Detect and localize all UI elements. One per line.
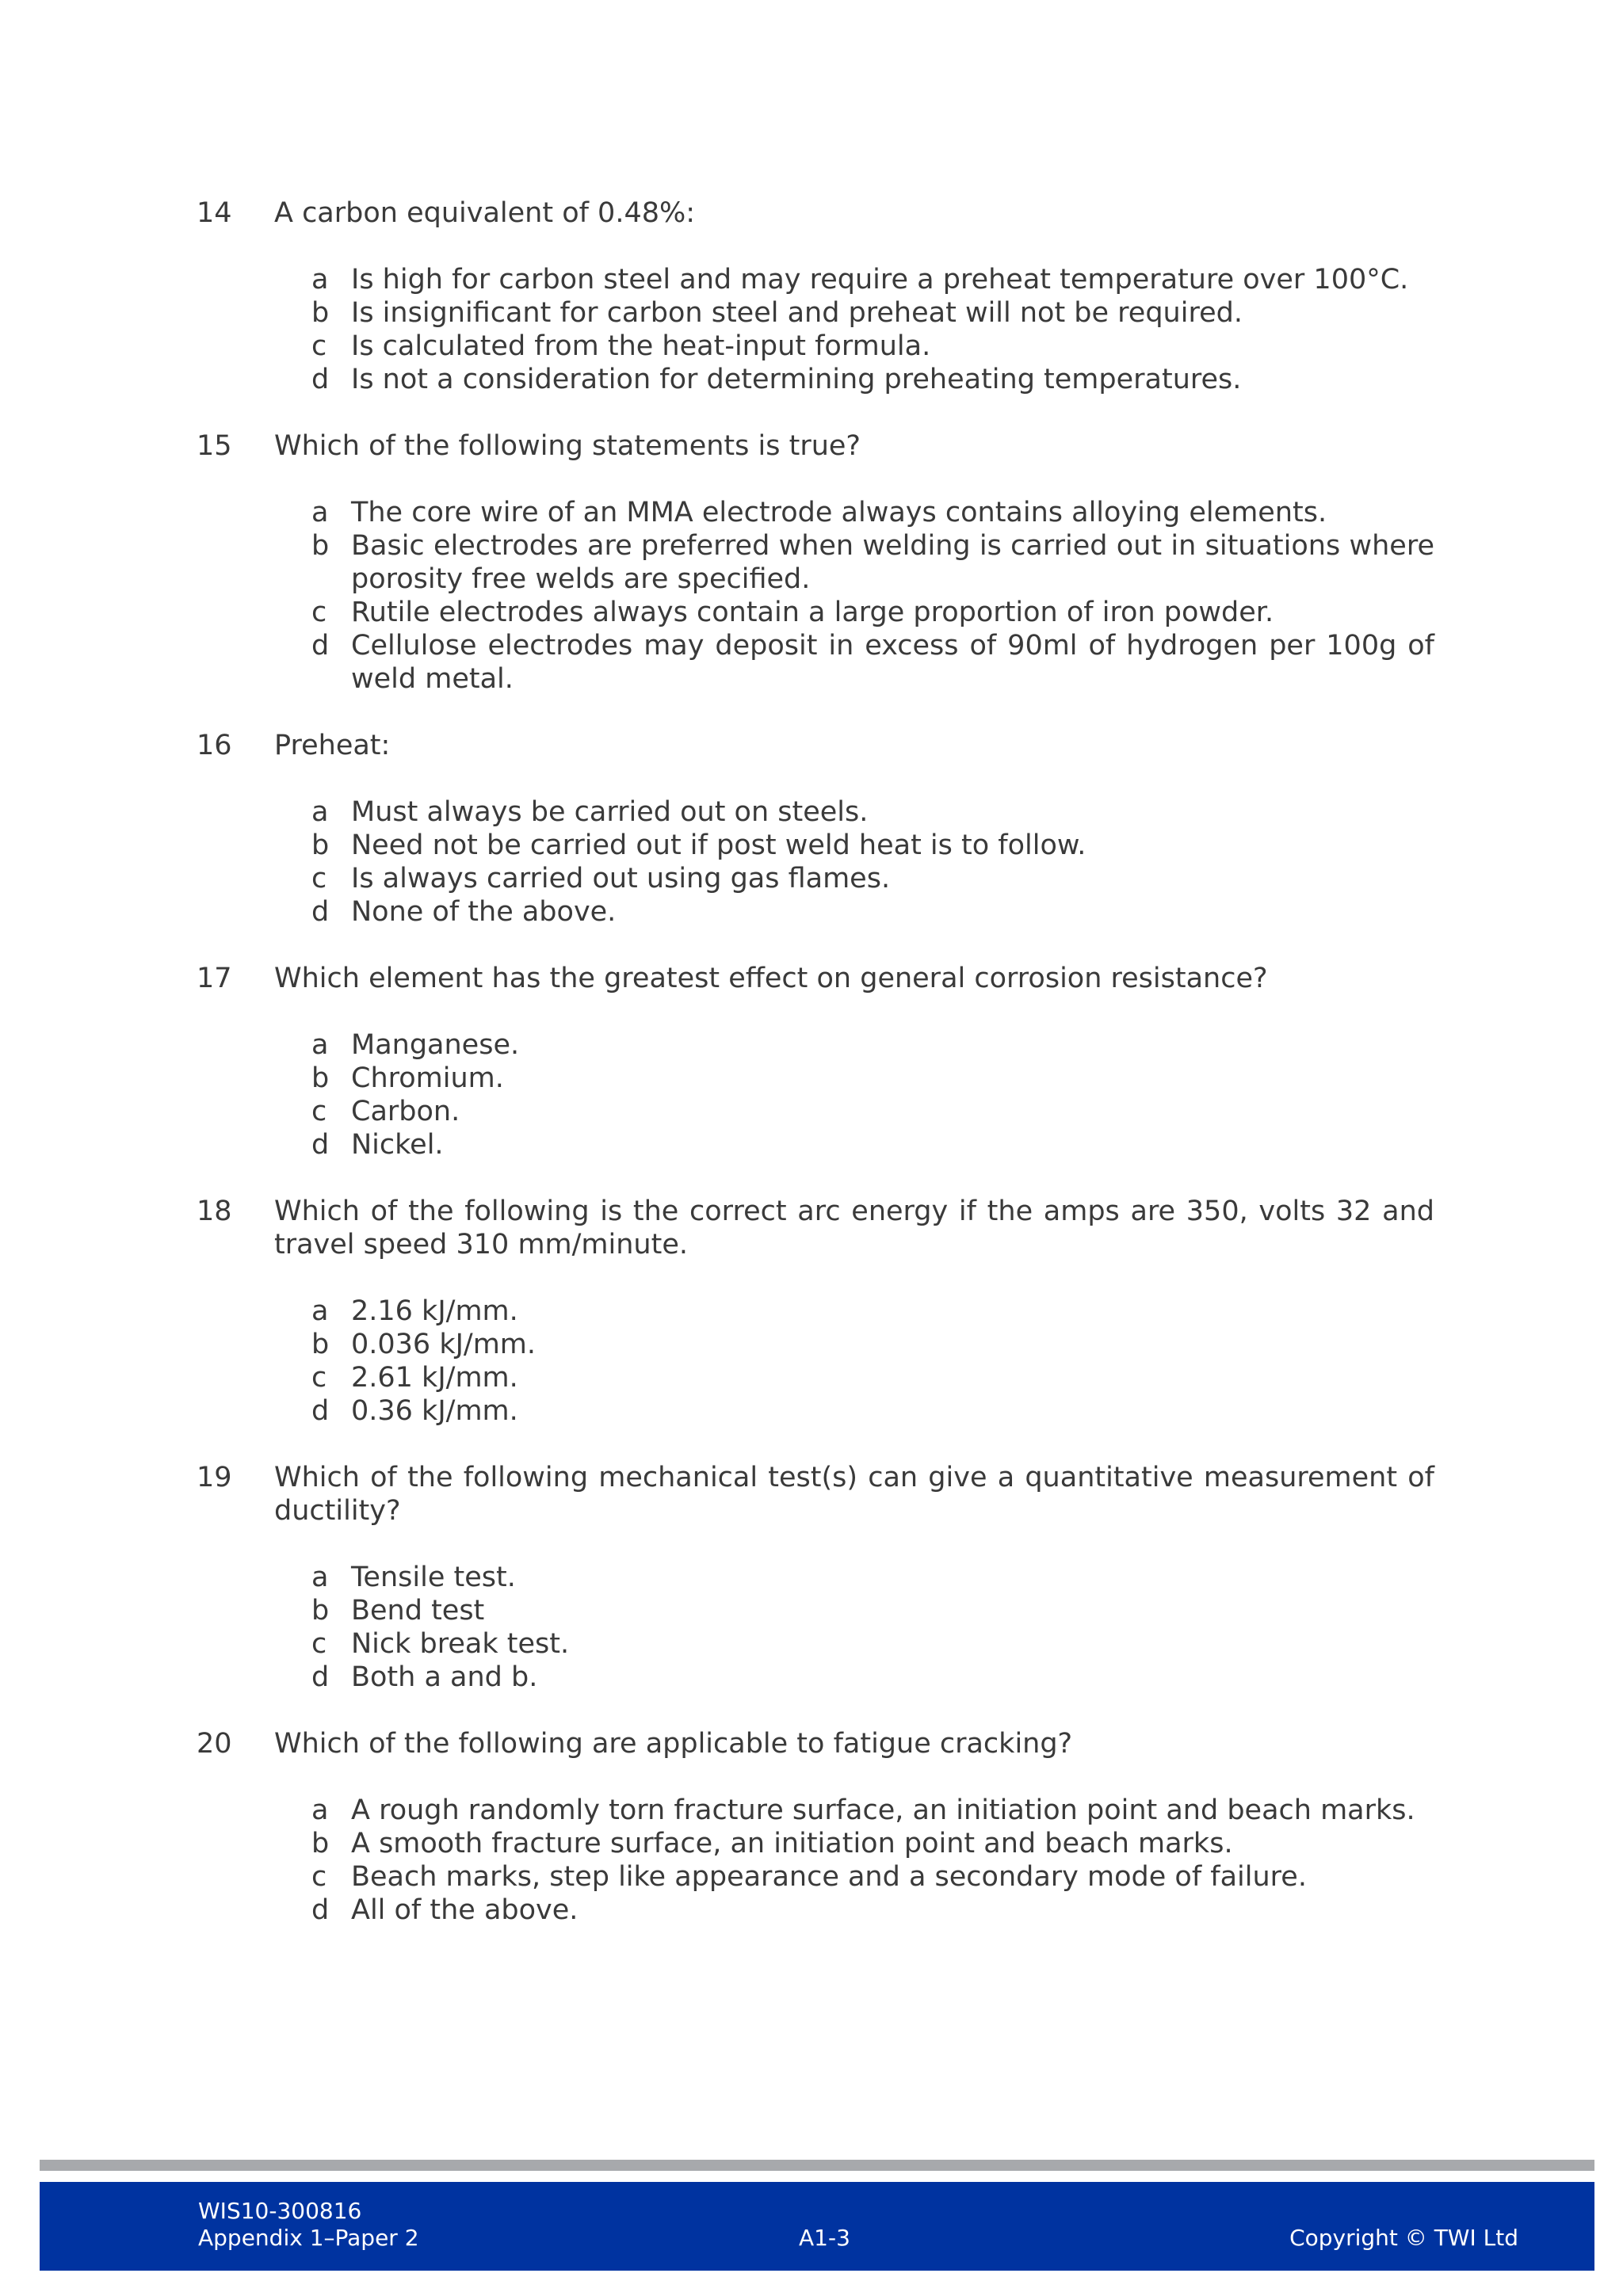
question-row xyxy=(197,196,1434,230)
option-text: None of the above. xyxy=(351,896,617,928)
option-text: Is high for carbon steel and may require a preheat temperature over 100°C. xyxy=(351,264,1409,296)
question-number: 19 xyxy=(197,1462,232,1493)
option-letter: d xyxy=(311,630,330,662)
answer-option-a xyxy=(311,263,1434,296)
option-text: Cellulose electrodes may deposit in excess of 90ml of hydrogen per 100g of weld metal. xyxy=(351,630,1434,695)
option-text: Is calculated from the heat-input formula. xyxy=(351,330,931,362)
answer-option-d xyxy=(311,1394,1434,1428)
question-text: Which of the following are applicable to fatigue cracking? xyxy=(274,1728,1073,1760)
question-row xyxy=(197,429,1434,463)
option-letter: d xyxy=(311,364,330,395)
question-number: 17 xyxy=(197,963,232,994)
option-text: Tensile test. xyxy=(351,1562,516,1593)
option-text: 0.36 kJ/mm. xyxy=(351,1395,518,1427)
answer-option-c xyxy=(311,862,1434,895)
answer-option-a xyxy=(311,795,1434,829)
option-letter: b xyxy=(311,297,330,329)
option-text: Is insignificant for carbon steel and preheat will not be required. xyxy=(351,297,1243,329)
answer-option-a xyxy=(311,496,1434,529)
question-16 xyxy=(197,729,1434,929)
answer-option-c xyxy=(311,596,1434,629)
answer-options xyxy=(197,1028,1434,1161)
option-letter: b xyxy=(311,830,330,861)
option-letter: a xyxy=(311,1562,329,1593)
option-letter: b xyxy=(311,1329,330,1360)
question-text: Which of the following is the correct arc energy if the amps are 350, volts 32 and travel speed 310 mm/minute. xyxy=(274,1196,1434,1261)
option-text: Bend test xyxy=(351,1595,485,1627)
option-text: Carbon. xyxy=(351,1096,460,1127)
answer-option-c xyxy=(311,1361,1434,1394)
option-letter: d xyxy=(311,1129,330,1161)
answer-options xyxy=(197,1295,1434,1428)
answer-option-d xyxy=(311,1661,1434,1694)
option-letter: a xyxy=(311,1029,329,1061)
option-text: Nick break test. xyxy=(351,1628,570,1660)
option-text: All of the above. xyxy=(351,1894,579,1926)
option-letter: c xyxy=(311,1861,327,1893)
answer-options xyxy=(197,795,1434,929)
answer-option-a xyxy=(311,1561,1434,1594)
answer-options xyxy=(197,496,1434,696)
option-letter: a xyxy=(311,497,329,528)
answer-option-b xyxy=(311,1328,1434,1361)
option-letter: c xyxy=(311,1628,327,1660)
option-text: 2.61 kJ/mm. xyxy=(351,1362,518,1394)
answer-option-c xyxy=(311,330,1434,363)
answer-option-a xyxy=(311,1794,1434,1827)
option-letter: a xyxy=(311,264,329,296)
option-text: 2.16 kJ/mm. xyxy=(351,1295,518,1327)
option-letter: c xyxy=(311,1362,327,1394)
question-row xyxy=(197,1461,1434,1527)
option-text: Manganese. xyxy=(351,1029,520,1061)
option-letter: a xyxy=(311,1295,329,1327)
page-footer xyxy=(40,2182,1594,2271)
question-text: Which of the following mechanical test(s) can give a quantitative measurement of ductility? xyxy=(274,1462,1434,1527)
question-14 xyxy=(197,196,1434,396)
option-text: A rough randomly torn fracture surface, an initiation point and beach marks. xyxy=(351,1794,1415,1826)
question-text: A carbon equivalent of 0.48%: xyxy=(274,197,696,229)
question-number: 18 xyxy=(197,1196,232,1227)
answer-option-d xyxy=(311,1894,1434,1927)
footer-left-block xyxy=(198,2198,419,2252)
question-number: 15 xyxy=(197,430,232,462)
option-text: Nickel. xyxy=(351,1129,444,1161)
option-letter: b xyxy=(311,1828,330,1859)
option-letter: d xyxy=(311,1661,330,1693)
option-letter: d xyxy=(311,1395,330,1427)
answer-option-b xyxy=(311,296,1434,330)
footer-page-number: A1-3 xyxy=(799,2225,850,2251)
question-19 xyxy=(197,1461,1434,1694)
option-text: Is not a consideration for determining preheating temperatures. xyxy=(351,364,1242,395)
option-letter: b xyxy=(311,530,330,562)
answer-option-b xyxy=(311,829,1434,862)
answer-option-d xyxy=(311,629,1434,696)
footer-doc-code: WIS10-300816 xyxy=(198,2198,362,2224)
question-row xyxy=(197,1727,1434,1760)
answer-options xyxy=(197,263,1434,396)
answer-option-d xyxy=(311,1128,1434,1161)
option-text: A smooth fracture surface, an initiation point and beach marks. xyxy=(351,1828,1233,1859)
option-letter: c xyxy=(311,863,327,894)
question-row xyxy=(197,729,1434,762)
answer-options xyxy=(197,1561,1434,1694)
answer-options xyxy=(197,1794,1434,1927)
question-number: 14 xyxy=(197,197,232,229)
option-letter: c xyxy=(311,597,327,628)
footer-appendix: Appendix 1–Paper 2 xyxy=(198,2225,419,2251)
option-text: Both a and b. xyxy=(351,1661,538,1693)
question-text: Which element has the greatest effect on general corrosion resistance? xyxy=(274,963,1268,994)
option-letter: b xyxy=(311,1595,330,1627)
answer-option-a xyxy=(311,1028,1434,1062)
option-letter: c xyxy=(311,330,327,362)
question-number: 20 xyxy=(197,1728,232,1760)
option-text: Must always be carried out on steels. xyxy=(351,796,869,828)
question-18 xyxy=(197,1195,1434,1428)
option-text: Chromium. xyxy=(351,1062,504,1094)
question-text: Which of the following statements is true? xyxy=(274,430,861,462)
question-15 xyxy=(197,429,1434,696)
answer-option-d xyxy=(311,895,1434,929)
answer-option-d xyxy=(311,363,1434,396)
option-text: Beach marks, step like appearance and a secondary mode of failure. xyxy=(351,1861,1307,1893)
option-text: 0.036 kJ/mm. xyxy=(351,1329,537,1360)
question-row xyxy=(197,962,1434,995)
option-text: Need not be carried out if post weld heat is to follow. xyxy=(351,830,1086,861)
question-row xyxy=(197,1195,1434,1261)
answer-option-c xyxy=(311,1860,1434,1894)
question-number: 16 xyxy=(197,730,232,761)
option-letter: c xyxy=(311,1096,327,1127)
answer-option-b xyxy=(311,1827,1434,1860)
question-list xyxy=(197,196,1434,1960)
answer-option-c xyxy=(311,1627,1434,1661)
answer-option-b xyxy=(311,529,1434,596)
answer-option-a xyxy=(311,1295,1434,1328)
option-letter: b xyxy=(311,1062,330,1094)
option-letter: a xyxy=(311,1794,329,1826)
option-text: Is always carried out using gas flames. xyxy=(351,863,891,894)
answer-option-b xyxy=(311,1062,1434,1095)
option-text: Rutile electrodes always contain a large proportion of iron powder. xyxy=(351,597,1274,628)
option-letter: d xyxy=(311,1894,330,1926)
option-letter: d xyxy=(311,896,330,928)
answer-option-b xyxy=(311,1594,1434,1627)
question-20 xyxy=(197,1727,1434,1927)
question-text: Preheat: xyxy=(274,730,391,761)
option-text: Basic electrodes are preferred when welding is carried out in situations where porosity free welds are specified. xyxy=(351,530,1434,595)
option-letter: a xyxy=(311,796,329,828)
footer-copyright: Copyright © TWI Ltd xyxy=(1289,2225,1518,2251)
option-text: The core wire of an MMA electrode always contains alloying elements. xyxy=(351,497,1327,528)
answer-option-c xyxy=(311,1095,1434,1128)
question-17 xyxy=(197,962,1434,1161)
footer-rule xyxy=(40,2160,1594,2171)
